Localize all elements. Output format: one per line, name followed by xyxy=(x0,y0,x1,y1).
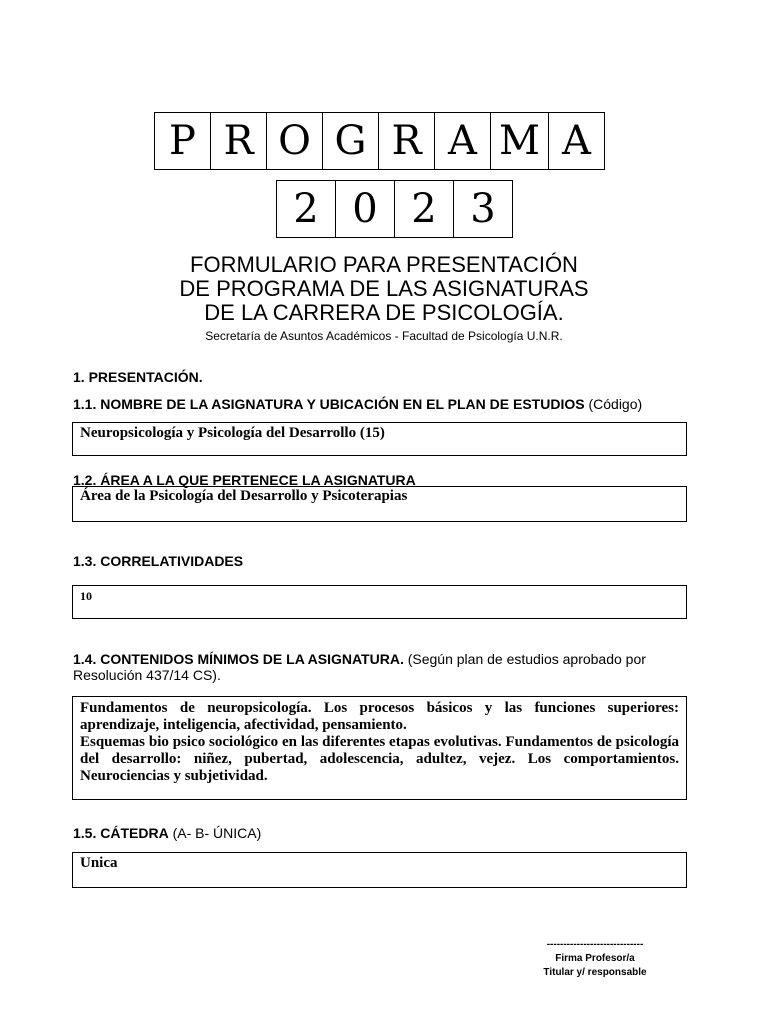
section-heading-correlatividades: 1.3. CORRELATIVIDADES xyxy=(73,553,244,569)
area-value: Área de la Psicología del Desarrollo y Psicoterapias xyxy=(80,488,408,504)
catedra-answer-box[interactable] xyxy=(72,852,687,888)
contenidos-hint-line2: Resolución 437/14 CS). xyxy=(73,667,221,683)
year-digit-box: 3 xyxy=(453,180,513,238)
catedra-value: Unica xyxy=(80,855,118,871)
program-letter-box: M xyxy=(490,112,549,170)
nombre-heading-text: 1.1. NOMBRE DE LA ASIGNATURA Y UBICACIÓN EN EL PLAN DE ESTUDIOS xyxy=(73,396,585,412)
area-answer-box[interactable] xyxy=(72,486,687,522)
program-letter-box: G xyxy=(322,112,379,170)
contenidos-answer-box[interactable] xyxy=(72,696,687,800)
correlatividades-value: 10 xyxy=(80,589,92,603)
program-letter-box: R xyxy=(210,112,267,170)
year-boxes xyxy=(277,180,513,238)
program-letter-box: O xyxy=(266,112,323,170)
nombre-answer-box[interactable] xyxy=(72,422,687,456)
year-digit-box: 0 xyxy=(335,180,395,238)
section-heading-catedra xyxy=(73,825,261,841)
form-title-line: DE PROGRAMA DE LAS ASIGNATURAS xyxy=(179,276,589,301)
form-title xyxy=(0,253,768,325)
catedra-hint: (A- B- ÚNICA) xyxy=(168,825,262,841)
contenidos-hint: (Según plan de estudios aprobado por xyxy=(403,651,646,667)
section-heading-area: 1.2. ÁREA A LA QUE PERTENECE LA ASIGNATURA xyxy=(73,472,416,488)
section-heading-contenidos xyxy=(73,651,693,683)
signature-label: Firma Profesor/a xyxy=(555,953,635,964)
program-letter-box: A xyxy=(434,112,491,170)
correlatividades-answer-box[interactable] xyxy=(72,585,687,619)
form-subtitle: Secretaría de Asuntos Académicos - Facultad de Psicología U.N.R. xyxy=(205,329,563,343)
program-title-boxes xyxy=(155,112,605,170)
contenidos-paragraph: Fundamentos de neuropsicología. Los procesos básicos y las funciones superiores: aprendizaje, inteligencia, afectividad, pensamiento. xyxy=(80,700,679,733)
signature-line: ----------------------------- xyxy=(546,939,644,950)
program-letter-box: A xyxy=(548,112,605,170)
signature-block xyxy=(520,938,670,980)
year-digit-box: 2 xyxy=(276,180,336,238)
form-title-line: FORMULARIO PARA PRESENTACIÓN xyxy=(190,252,578,277)
catedra-heading-text: 1.5. CÁTEDRA xyxy=(73,825,169,841)
form-title-line: DE LA CARRERA DE PSICOLOGÍA. xyxy=(204,300,564,325)
year-digit-box: 2 xyxy=(394,180,454,238)
contenidos-heading-text: 1.4. CONTENIDOS MÍNIMOS DE LA ASIGNATURA. xyxy=(73,651,404,667)
signature-label: Titular y/ responsable xyxy=(543,967,647,978)
section-heading-presentacion: 1. PRESENTACIÓN. xyxy=(73,369,203,385)
nombre-hint: (Código) xyxy=(584,396,643,412)
section-heading-nombre xyxy=(73,396,642,412)
nombre-value: Neuropsicología y Psicología del Desarrollo (15) xyxy=(80,425,385,441)
contenidos-paragraph: Esquemas bio psico sociológico en las diferentes etapas evolutivas. Fundamentos de psicología del desarrollo: niñez, pubertad, adolescencia, adultez, vejez. Los comportamientos. Neurociencias y subjetividad. xyxy=(80,734,679,784)
program-letter-box: R xyxy=(378,112,435,170)
program-letter-box: P xyxy=(154,112,211,170)
